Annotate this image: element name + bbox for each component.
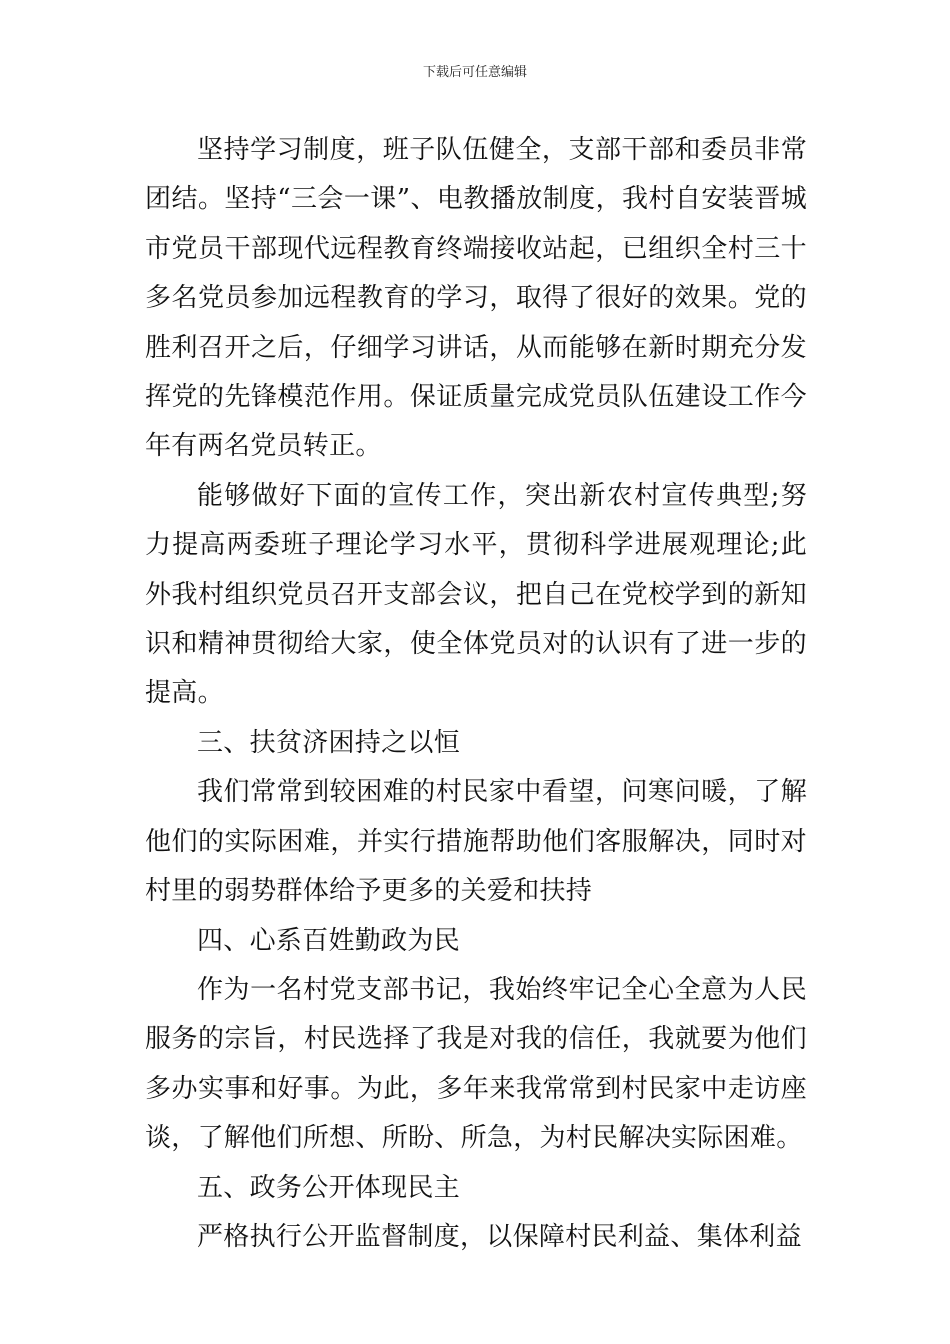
paragraph-study-system: 坚持学习制度，班子队伍健全，支部干部和委员非常团结。坚持“三会一课”、电教播放制度，我村自安装晋城市党员干部现代远程教育终端接收站起，已组织全村三十多名党员参加远程教育的学习，取得了很好的效果。党的胜利召开之后，仔细学习讲话，从而能够在新时期充分发挥党的先锋模范作用。保证质量完成党员队伍建设工作今年有两名党员转正。 bbox=[145, 135, 807, 462]
paragraph-transparency: 严格执行公开监督制度，以保障村民利益、集体利益 bbox=[197, 1221, 802, 1252]
section-heading-serve-people: 四、心系百姓勤政为民 bbox=[197, 925, 461, 956]
section-heading-transparency: 五、政务公开体现民主 bbox=[197, 1172, 461, 1203]
section-heading-poverty-relief: 三、扶贫济困持之以恒 bbox=[197, 727, 461, 758]
paragraph-publicity: 能够做好下面的宣传工作，突出新农村宣传典型;努力提高两委班子理论学习水平，贯彻科学进展观理论;此外我村组织党员召开支部会议，把自己在党校学到的新知识和精神贯彻给大家，使全体党员对的认识有了进一步的提高。 bbox=[145, 480, 807, 709]
paragraph-poverty-relief: 我们常常到较困难的村民家中看望，问寒问暖，了解他们的实际困难，并实行措施帮助他们客服解决，同时对村里的弱势群体给予更多的关爱和扶持 bbox=[145, 777, 807, 907]
document-body bbox=[145, 126, 807, 1262]
paragraph-serve-people: 作为一名村党支部书记，我始终牢记全心全意为人民服务的宗旨，村民选择了我是对我的信任，我就要为他们多办实事和好事。为此，多年来我常常到村民家中走访座谈，了解他们所想、所盼、所急，为村民解决实际困难。 bbox=[145, 974, 807, 1154]
page-header: 下载后可任意编辑 bbox=[422, 65, 527, 80]
